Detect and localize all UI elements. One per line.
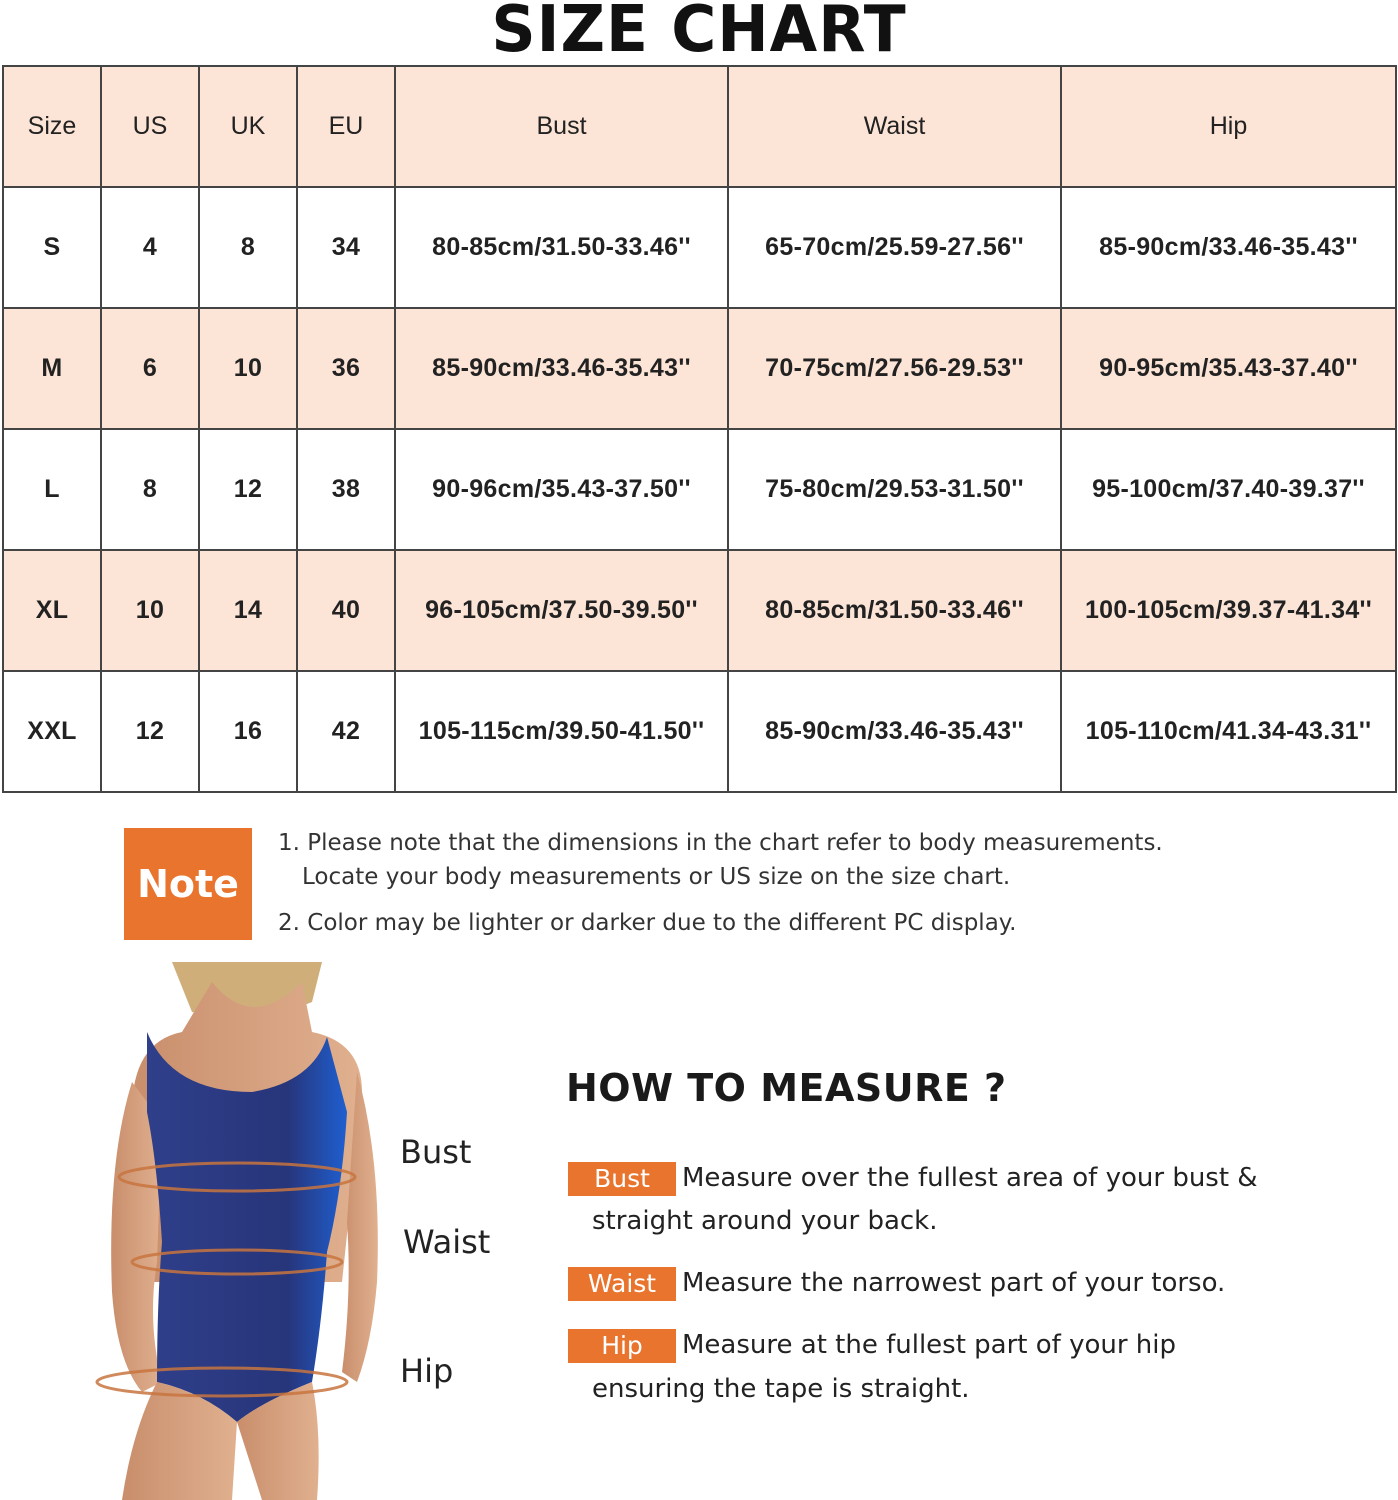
table-header-row [3,66,1396,187]
cell-waist: 80-85cm/31.50-33.46'' [728,550,1061,671]
bust-instruction-line-1: Measure over the fullest area of your bust & [682,1163,1258,1193]
note-line-2: Locate your body measurements or US size on the size chart. [302,864,1011,890]
hip-tag: Hip [568,1329,676,1363]
waist-instruction-line-1: Measure the narrowest part of your torso. [682,1268,1226,1298]
cell-bust: 105-115cm/39.50-41.50'' [395,671,728,792]
cell-waist: 75-80cm/29.53-31.50'' [728,429,1061,550]
cell-uk: 14 [199,550,297,671]
header-size: Size [3,66,101,187]
body-label-hip: Hip [400,1352,454,1390]
model-photo [62,962,402,1500]
cell-bust: 90-96cm/35.43-37.50'' [395,429,728,550]
cell-size: L [3,429,101,550]
header-eu: EU [297,66,395,187]
page-title: SIZE CHART [491,0,907,67]
note-line-3: 2. Color may be lighter or darker due to the different PC display. [278,910,1017,936]
cell-waist: 85-90cm/33.46-35.43'' [728,671,1061,792]
cell-waist: 70-75cm/27.56-29.53'' [728,308,1061,429]
cell-uk: 8 [199,187,297,308]
header-bust: Bust [395,66,728,187]
cell-bust: 85-90cm/33.46-35.43'' [395,308,728,429]
header-uk: UK [199,66,297,187]
cell-hip: 100-105cm/39.37-41.34'' [1061,550,1396,671]
body-label-waist: Waist [403,1223,491,1261]
cell-eu: 40 [297,550,395,671]
cell-hip: 105-110cm/41.34-43.31'' [1061,671,1396,792]
note-line-1: 1. Please note that the dimensions in the chart refer to body measurements. [278,830,1163,856]
body-label-bust: Bust [400,1133,472,1171]
cell-us: 4 [101,187,199,308]
cell-size: XL [3,550,101,671]
cell-us: 6 [101,308,199,429]
header-us: US [101,66,199,187]
hip-instruction-line-1: Measure at the fullest part of your hip [682,1330,1177,1360]
cell-hip: 95-100cm/37.40-39.37'' [1061,429,1396,550]
how-to-measure-title: HOW TO MEASURE ? [566,1066,1007,1110]
cell-eu: 36 [297,308,395,429]
table-row [3,550,1396,671]
table-row [3,429,1396,550]
cell-us: 12 [101,671,199,792]
bust-instruction-line-2: straight around your back. [592,1206,938,1236]
cell-bust: 96-105cm/37.50-39.50'' [395,550,728,671]
cell-waist: 65-70cm/25.59-27.56'' [728,187,1061,308]
cell-size: M [3,308,101,429]
cell-eu: 42 [297,671,395,792]
note-badge: Note [124,828,252,940]
table-row [3,671,1396,792]
cell-uk: 10 [199,308,297,429]
cell-bust: 80-85cm/31.50-33.46'' [395,187,728,308]
cell-hip: 85-90cm/33.46-35.43'' [1061,187,1396,308]
table-row [3,308,1396,429]
header-hip: Hip [1061,66,1396,187]
cell-size: S [3,187,101,308]
bust-tag: Bust [568,1162,676,1196]
cell-hip: 90-95cm/35.43-37.40'' [1061,308,1396,429]
cell-uk: 16 [199,671,297,792]
cell-size: XXL [3,671,101,792]
table-row [3,187,1396,308]
hip-instruction-line-2: ensuring the tape is straight. [592,1374,970,1404]
cell-uk: 12 [199,429,297,550]
header-waist: Waist [728,66,1061,187]
waist-tag: Waist [568,1267,676,1301]
cell-us: 10 [101,550,199,671]
cell-eu: 34 [297,187,395,308]
cell-us: 8 [101,429,199,550]
cell-eu: 38 [297,429,395,550]
size-chart-table [2,65,1397,793]
